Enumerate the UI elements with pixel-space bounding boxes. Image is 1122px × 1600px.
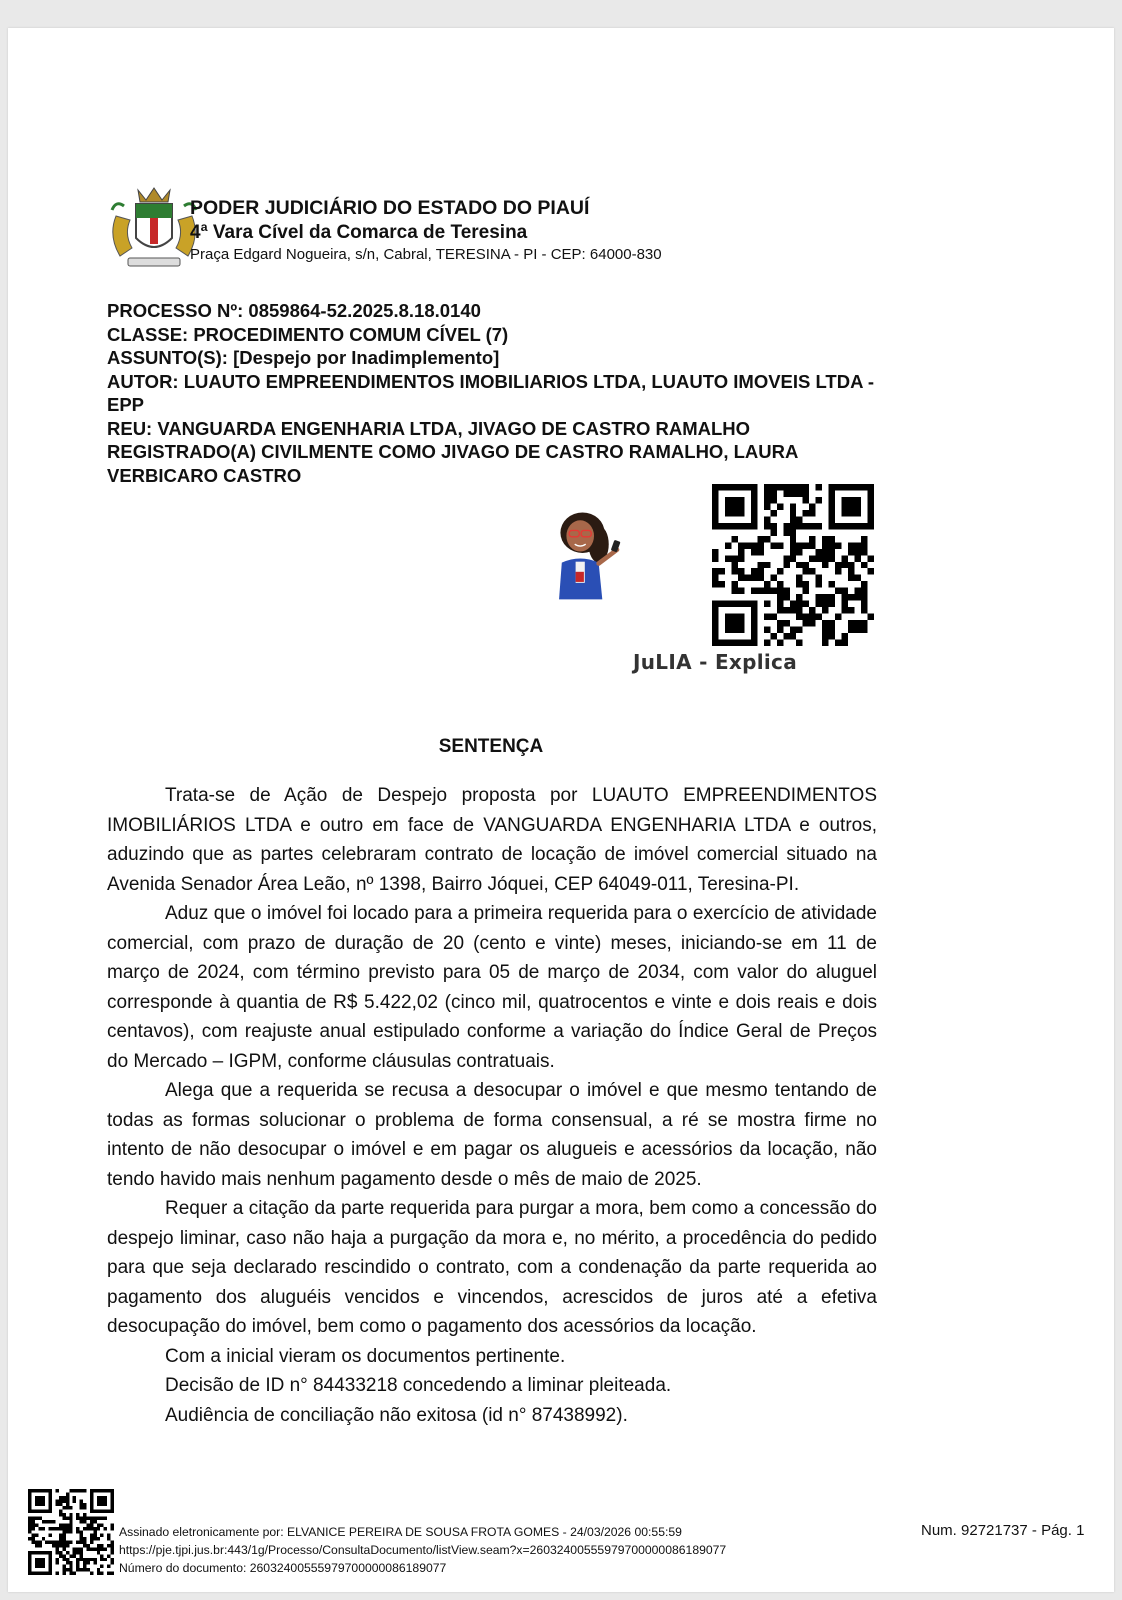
case-number: PROCESSO Nº: 0859864-52.2025.8.18.0140 xyxy=(107,300,481,321)
paragraph: Alega que a requerida se recusa a desocupar o imóvel e que mesmo tentando de todas as formas solucionar o problema de forma consensual, a ré se mostra firme no intento de não desocupar o imóvel e em pagar os alugueis e acessórios da locação, não tendo havido mais nenhum pagamento desde o mês de maio de 2025. xyxy=(107,1080,877,1190)
document-title: SENTENÇA xyxy=(438,736,544,757)
court-address: Praça Edgard Nogueira, s/n, Cabral, TERESINA - PI - CEP: 64000-830 xyxy=(190,246,662,263)
coat-of-arms-icon xyxy=(106,186,202,276)
signature-block xyxy=(119,1523,726,1577)
qr-code-icon xyxy=(712,484,874,646)
court-header xyxy=(106,178,806,278)
sentence-body xyxy=(107,781,877,1430)
signature-line: Assinado eletronicamente por: ELVANICE PEREIRA DE SOUSA FROTA GOMES - 24/03/2026 00:55:59 xyxy=(119,1525,682,1539)
case-class: CLASSE: PROCEDIMENTO COMUM CÍVEL (7) xyxy=(107,323,509,345)
paragraph: Trata-se de Ação de Despejo proposta por LUAUTO EMPREENDIMENTOS IMOBILIÁRIOS LTDA e outro em face de VANGUARDA ENGENHARIA LTDA e outros, aduzindo que as partes celebraram contrato de locação de imóvel comercial situado na Avenida Senador Área Leão, nº 1398, Bairro Jóquei, CEP 64049-011, Teresina-PI. xyxy=(107,785,877,895)
page-reference: Num. 92721737 - Pág. 1 xyxy=(921,1522,1085,1539)
case-subject: ASSUNTO(S): [Despejo por Inadimplemento] xyxy=(107,347,500,368)
paragraph: Decisão de ID n° 84433218 concedendo a liminar pleiteada. xyxy=(165,1375,672,1396)
julia-label[interactable]: JuLIA - Explica xyxy=(633,650,798,674)
case-defendant: REU: VANGUARDA ENGENHARIA LTDA, JIVAGO DE CASTRO RAMALHO REGISTRADO(A) CIVILMENTE COMO JIVAGO DE CASTRO RAMALHO, LAURA VERBICARO CASTRO xyxy=(107,417,798,486)
document-url[interactable]: https://pje.tjpi.jus.br:443/1g/Processo/ConsultaDocumento/listView.seam?x=26032400555979700000086189077 xyxy=(119,1543,727,1557)
paragraph: Requer a citação da parte requerida para purgar a mora, bem como a concessão do despejo liminar, caso não haja a purgação da mora e, no mérito, a procedência do pedido para que seja declarado rescindido o contrato, com a condenação da parte requerida ao pagamento dos aluguéis vencidos e vincendos, acrescidos de juros até a efetiva desocupação do imóvel, bem como o pagamento dos acessórios da locação. xyxy=(107,1198,877,1337)
footer-qr-code-icon xyxy=(28,1489,114,1575)
paragraph: Aduz que o imóvel foi locado para a primeira requerida para o exercício de atividade comercial, com prazo de duração de 20 (cento e vinte) meses, iniciando-se em 11 de março de 2024, com término previsto para 05 de março de 2034, com valor do aluguel corresponde à quantia de R$ 5.422,02 (cinco mil, quatrocentos e vinte e dois reais e dois centavos), com reajuste anual estipulado conforme a variação do Índice Geral de Preços do Mercado – IGPM, conforme cláusulas contratuais. xyxy=(107,903,877,1072)
case-metadata xyxy=(107,299,887,487)
julia-avatar-icon xyxy=(548,478,698,638)
court-name: PODER JUDICIÁRIO DO ESTADO DO PIAUÍ xyxy=(190,197,590,219)
case-plaintiff: AUTOR: LUAUTO EMPREENDIMENTOS IMOBILIARIOS LTDA, LUAUTO IMOVEIS LTDA - EPP xyxy=(107,370,875,415)
paragraph: Com a inicial vieram os documentos pertinente. xyxy=(165,1345,566,1367)
paragraph: Audiência de conciliação não exitosa (id n° 87438992). xyxy=(165,1404,628,1426)
document-number: Número do documento: 26032400555979700000086189077 xyxy=(119,1561,447,1575)
court-division: 4ª Vara Cível da Comarca de Teresina xyxy=(190,222,528,243)
